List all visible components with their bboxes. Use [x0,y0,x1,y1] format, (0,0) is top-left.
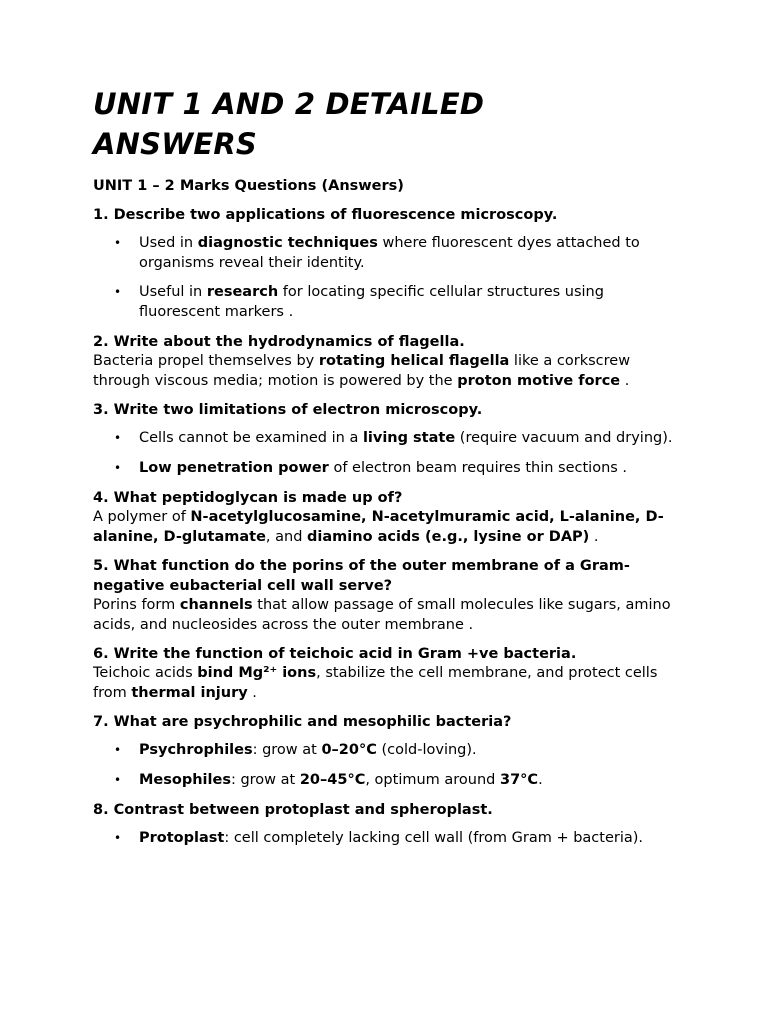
answer-1-list [93,234,683,322]
answer-text: : grow at [252,742,322,758]
answer-emphasis: diamino acids (e.g., lysine or DAP) [307,528,590,545]
title-line-2: ANSWERS [93,127,258,161]
answer-8-list [93,829,683,849]
list-item [93,234,683,273]
question-1: 1. Describe two applications of fluorescence microscopy. [93,207,558,223]
answer-emphasis: diagnostic techniques [197,235,378,251]
list-item [93,283,683,322]
answer-text: . [247,684,257,701]
answer-text: . [538,771,543,788]
title-line-1: UNIT 1 AND 2 DETAILED [93,87,485,121]
list-item [93,829,683,849]
question-4: 4. What peptidoglycan is made up of? [93,490,403,506]
answer-emphasis: bind Mg²⁺ ions [197,665,317,681]
answer-text: , and [265,528,308,545]
qa-block-6 [93,644,683,703]
answer-text: : cell completely lacking cell wall (from Gram + bacteria). [224,830,644,846]
question-7: 7. What are psychrophilic and mesophilic bacteria? [93,714,512,730]
document-title [93,84,683,164]
question-2: 2. Write about the hydrodynamics of flagella. [93,334,465,350]
answer-4 [93,508,683,547]
answer-text: Used in [139,235,198,251]
answer-text: , optimum around [365,771,500,788]
section-subheading: UNIT 1 – 2 Marks Questions (Answers) [93,178,404,194]
question-8: 8. Contrast between protoplast and spheroplast. [93,802,493,818]
answer-6 [93,664,683,703]
answer-text: : grow at [230,771,300,788]
answer-text: . [589,528,599,545]
answer-emphasis: Low penetration power [139,459,329,476]
answer-text: like a corkscrew through viscous media; motion is powered by the [93,353,631,389]
document-page [93,84,683,859]
qa-block-5 [93,556,683,635]
question-5: 5. What function do the porins of the outer membrane of a Gram-negative eubacterial cell wall serve? [93,558,630,594]
answer-text: Bacteria propel themselves by [93,353,319,369]
answer-emphasis: Mesophiles [139,771,231,788]
answer-text: where fluorescent dyes attached to organisms reveal their identity. [139,235,640,271]
bullet: • [114,743,122,757]
answer-text: of electron beam requires thin sections . [328,459,628,476]
answer-text: (cold-loving). [376,742,477,758]
answer-7-list [93,741,683,790]
answer-emphasis: Psychrophiles [139,742,253,758]
qa-block-4 [93,488,683,547]
answer-5 [93,596,683,635]
bullet: • [114,772,122,787]
answer-text: , stabilize the cell membrane, and protect cells from [93,665,658,701]
answer-emphasis: thermal injury [131,684,248,701]
question-6: 6. Write the function of teichoic acid in Gram +ve bacteria. [93,646,577,662]
answer-emphasis: research [206,284,279,300]
answer-emphasis: 37°C [500,771,539,788]
question-3: 3. Write two limitations of electron microscopy. [93,402,483,418]
bullet: • [114,460,122,475]
answer-emphasis: living state [362,430,456,446]
list-item [93,741,683,761]
bullet: • [114,831,122,845]
answer-3-list [93,429,683,478]
answer-emphasis: proton motive force [457,372,621,389]
answer-emphasis: 0–20°C [321,742,377,758]
answer-emphasis: N-acetylglucosamine, N-acetylmuramic acid, L-alanine, D-alanine, D-glutamate [93,509,664,545]
bullet: • [114,285,122,299]
answer-2 [93,352,683,391]
answer-emphasis: Protoplast [139,830,225,846]
answer-emphasis: 20–45°C [299,771,366,788]
answer-text: (require vacuum and drying). [455,430,673,446]
answer-text: for locating specific cellular structures using fluorescent markers . [139,284,604,320]
answer-text: Teichoic acids [93,665,198,681]
bullet: • [114,236,122,250]
answer-text: that allow passage of small molecules like sugars, amino acids, and nucleosides across the outer membrane . [93,597,671,633]
list-item [93,429,683,449]
qa-block-2 [93,332,683,391]
answer-text: . [620,372,630,389]
answer-emphasis: rotating helical flagella [318,353,510,369]
answer-text: Porins form [93,597,180,613]
bullet: • [114,431,122,445]
answer-text: Useful in [139,284,207,300]
list-item [93,771,683,791]
answer-text: Cells cannot be examined in a [139,430,363,446]
list-item [93,459,683,479]
answer-emphasis: channels [179,597,253,613]
answer-text: A polymer of [93,509,191,525]
